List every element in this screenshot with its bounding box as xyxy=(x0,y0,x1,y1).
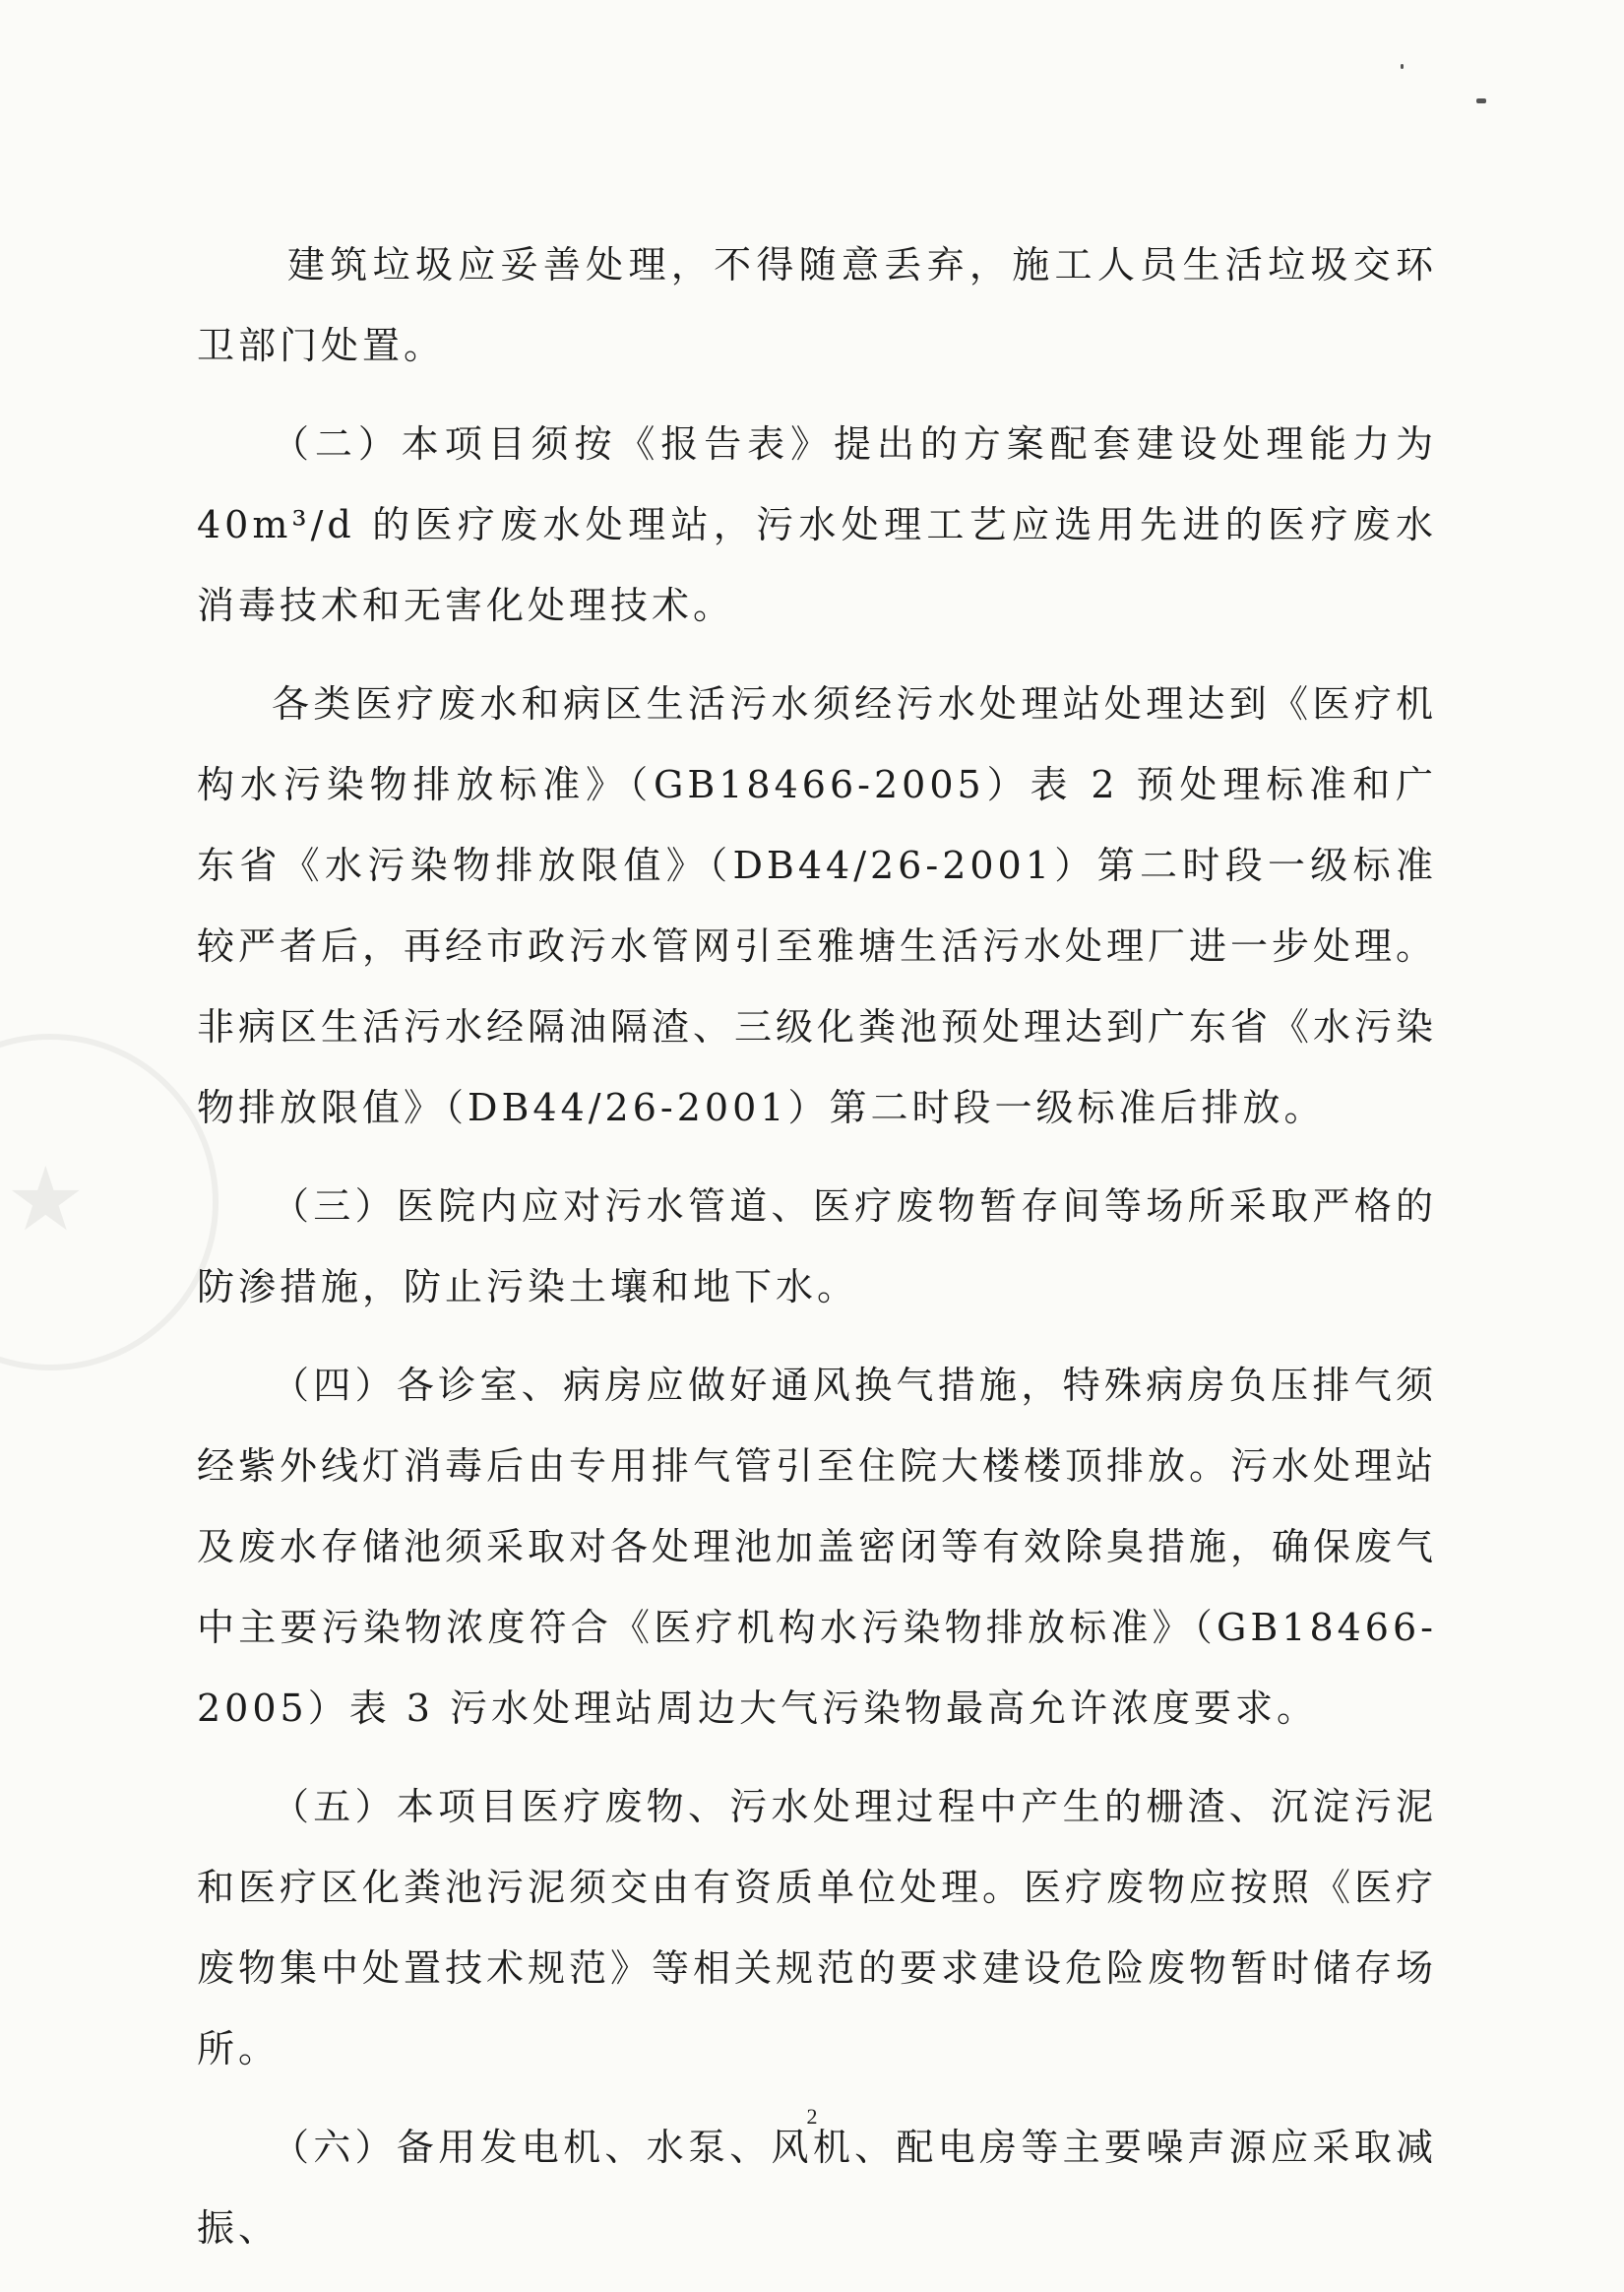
page-number: 2 xyxy=(806,2104,818,2129)
paragraph-item-5-medical-waste: （五）本项目医疗废物、污水处理过程中产生的栅渣、沉淀污泥和医疗区化粪池污泥须交由有资质单位处理。医疗废物应按照《医疗废物集中处置技术规范》等相关规范的要求建设危险废物暂时储存场所。 xyxy=(197,1785,1438,2070)
paragraph-item-6-noise: （六）备用发电机、水泵、风机、配电房等主要噪声源应采取减振、 xyxy=(197,2126,1437,2250)
paragraph-item-2-wastewater-station: （二）本项目须按《报告表》提出的方案配套建设处理能力为 40m³/d 的医疗废水处理站，污水处理工艺应选用先进的医疗废水消毒技术和无害化处理技术。 xyxy=(197,422,1437,627)
paragraph-item-4-ventilation: （四）各诊室、病房应做好通风换气措施，特殊病房负压排气须经紫外线灯消毒后由专用排气管引至住院大楼楼顶排放。污水处理站及废水存储池须采取对各处理池加盖密闭等有效除臭措施，确保废气中主要污染物浓度符合《医疗机构水污染物排放标准》（GB18466-2005）表 3 污水处理站周边大气污染物最高允许浓度要求。 xyxy=(197,1364,1438,1730)
scan-speck xyxy=(1401,64,1404,69)
document-body xyxy=(197,224,1437,2286)
paragraph-construction-waste: 建筑垃圾应妥善处理，不得随意丢弃，施工人员生活垃圾交环卫部门处置。 xyxy=(197,243,1437,367)
faded-seal-stamp xyxy=(0,1034,219,1370)
scan-speck xyxy=(1476,98,1486,103)
paragraph-item-3-seepage-prevention: （三）医院内应对污水管道、医疗废物暂存间等场所采取严格的防渗措施，防止污染土壤和地下水。 xyxy=(197,1184,1437,1308)
paragraph-wastewater-standards: 各类医疗废水和病区生活污水须经污水处理站处理达到《医疗机构水污染物排放标准》（GB18466-2005）表 2 预处理标准和广东省《水污染物排放限值》（DB44/26-2001）第二时段一级标准较严者后，再经市政污水管网引至雅塘生活污水处理厂进一步处理。非病区生活污水经隔油隔渣、三级化粪池预处理达到广东省《水污染物排放限值》（DB44/26-2001）第二时段一级标准后排放。 xyxy=(197,682,1438,1129)
seal-star-icon: ★ xyxy=(6,1148,86,1251)
